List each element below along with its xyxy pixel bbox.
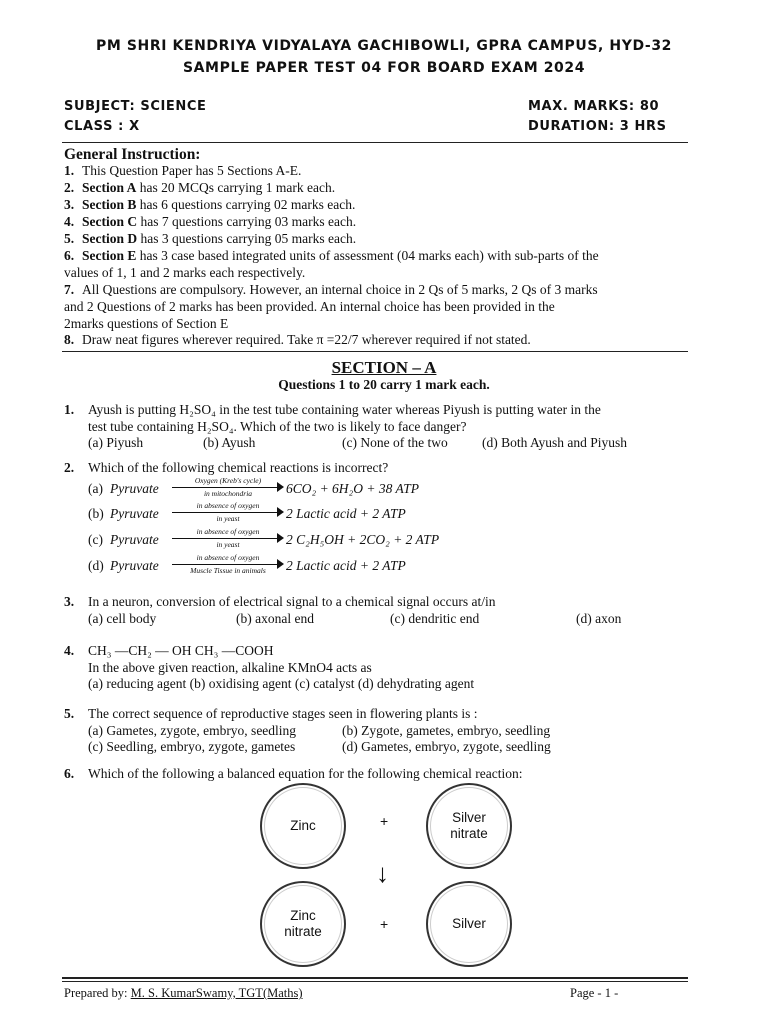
reaction-arrow: Oxygen (Kreb's cycle) in mitochondria [172,477,284,499]
plus-sign: + [380,813,389,829]
question-number: 4. [64,643,75,658]
option-d: (d) Both Ayush and Piyush [482,435,628,450]
school-title: PM SHRI KENDRIYA VIDYALAYA GACHIBOWLI, GPRA CAMPUS, HYD-32 [95,38,673,54]
question-options: (a) reducing agent (b) oxidising agent (c) catalyst (d) dehydrating agent [88,676,475,691]
section-title: SECTION – A [331,358,437,377]
reactant-zinc-circle: Zinc [260,783,346,869]
reactant-silver-nitrate-circle: Silver nitrate [426,783,512,869]
question-text: test tube containing H₂SO₄. Which of the two is likely to face danger? [88,418,467,434]
instruction-item: 5. Section D has 3 questions carrying 05 marks each. [64,231,357,246]
footer-divider-thin [62,981,688,982]
instruction-item-continued: values of 1, 1 and 2 marks each respectively. [64,265,306,280]
product-silver-circle: Silver [426,881,512,967]
section-subtitle: Questions 1 to 20 carry 1 mark each. [278,377,490,392]
instruction-item: 6. Section E has 3 case based integrated units of assessment (04 marks each) with sub-parts of the [64,248,599,263]
instruction-item: 4. Section C has 7 questions carrying 03 marks each. [64,214,357,229]
plus-sign: + [380,916,389,932]
question-3 [64,594,688,611]
reaction-a: (a) Pyruvate Oxygen (Kreb's cycle) in mitochondria 6CO₂ + 6H₂O + 38 ATP [88,476,419,498]
footer-author: M. S. KumarSwamy, TGT(Maths) [130,986,303,1000]
reaction-b: (b) Pyruvate in absence of oxygen in yeast 2 Lactic acid + 2 ATP [88,501,406,523]
question-4 [64,643,688,693]
class-label: CLASS : X [64,119,140,134]
instruction-item-continued: and 2 Questions of 2 marks has been provided. An internal choice has been provided in the [64,299,555,314]
question-text: Ayush is putting H₂SO₄ in the test tube containing water whereas Piyush is putting water in the [88,402,601,417]
reaction-arrow: in absence of oxygen Muscle Tissue in animals [172,554,284,576]
question-number: 2. [64,460,75,475]
instruction-item: 7. All Questions are compulsory. However, an internal choice in 2 Qs of 5 marks, 2 Qs of 3 marks [64,282,598,297]
option-c: (c) Seedling, embryo, zygote, gametes [88,739,296,754]
option-c: (c) None of the two [342,435,448,450]
question-number: 6. [64,766,75,781]
instructions-title: General Instruction: [64,146,201,163]
option-a: (a) cell body [88,611,157,626]
footer-divider [62,977,688,979]
instruction-item: 2. Section A has 20 MCQs carrying 1 mark each. [64,180,336,195]
question-text: In a neuron, conversion of electrical signal to a chemical signal occurs at/in [88,594,496,609]
footer-prepared-by: Prepared by: M. S. KumarSwamy, TGT(Maths) [64,986,303,1000]
question-2 [64,460,688,477]
page-number: Page - 1 - [570,986,619,1000]
option-b: (b) Ayush [203,435,256,450]
product-zinc-nitrate-circle: Zinc nitrate [260,881,346,967]
instruction-item: 3. Section B has 6 questions carrying 02 marks each. [64,197,356,212]
question-number: 5. [64,706,75,721]
reaction-arrow: in absence of oxygen in yeast [172,528,284,550]
question-6 [64,766,688,783]
max-marks-label: MAX. MARKS: 80 [528,99,660,114]
question-text: CH₃ —CH₂ — OH CH₃ —COOH [88,643,274,658]
question-text: In the above given reaction, alkaline KMnO4 acts as [88,659,372,675]
option-d: (d) Gametes, embryo, zygote, seedling [342,739,551,754]
question-number: 1. [64,402,75,417]
instruction-item: 8. Draw neat figures wherever required. Take π =22/7 wherever required if not stated. [64,332,531,347]
option-b: (b) Zygote, gametes, embryo, seedling [342,723,551,738]
option-b: (b) axonal end [236,611,314,626]
question-text: Which of the following a balanced equation for the following chemical reaction: [88,766,523,781]
option-a: (a) Gametes, zygote, embryo, seedling [88,723,297,738]
down-arrow-icon: ↓ [376,858,389,888]
header-divider [62,142,688,143]
question-text: The correct sequence of reproductive stages seen in flowering plants is : [88,706,478,721]
option-d: (d) axon [576,611,622,626]
question-1 [64,402,688,435]
reaction-d: (d) Pyruvate in absence of oxygen Muscle Tissue in animals 2 Lactic acid + 2 ATP [88,553,406,575]
question-text: Which of the following chemical reactions is incorrect? [88,460,389,475]
question-number: 3. [64,594,75,609]
duration-label: DURATION: 3 HRS [528,119,667,134]
instruction-item: 1. This Question Paper has 5 Sections A-E. [64,163,302,178]
instructions-divider [62,351,688,352]
reaction-c: (c) Pyruvate in absence of oxygen in yeast 2 C₂H₅OH + 2CO₂ + 2 ATP [88,527,440,549]
option-a: (a) Piyush [88,435,144,450]
instruction-item-continued: 2marks questions of Section E [64,316,229,331]
question-5 [64,706,688,723]
subject-label: SUBJECT: SCIENCE [64,99,207,114]
option-c: (c) dendritic end [390,611,480,626]
test-title: SAMPLE PAPER TEST 04 FOR BOARD EXAM 2024 [182,60,586,76]
reaction-arrow: in absence of oxygen in yeast [172,502,284,524]
